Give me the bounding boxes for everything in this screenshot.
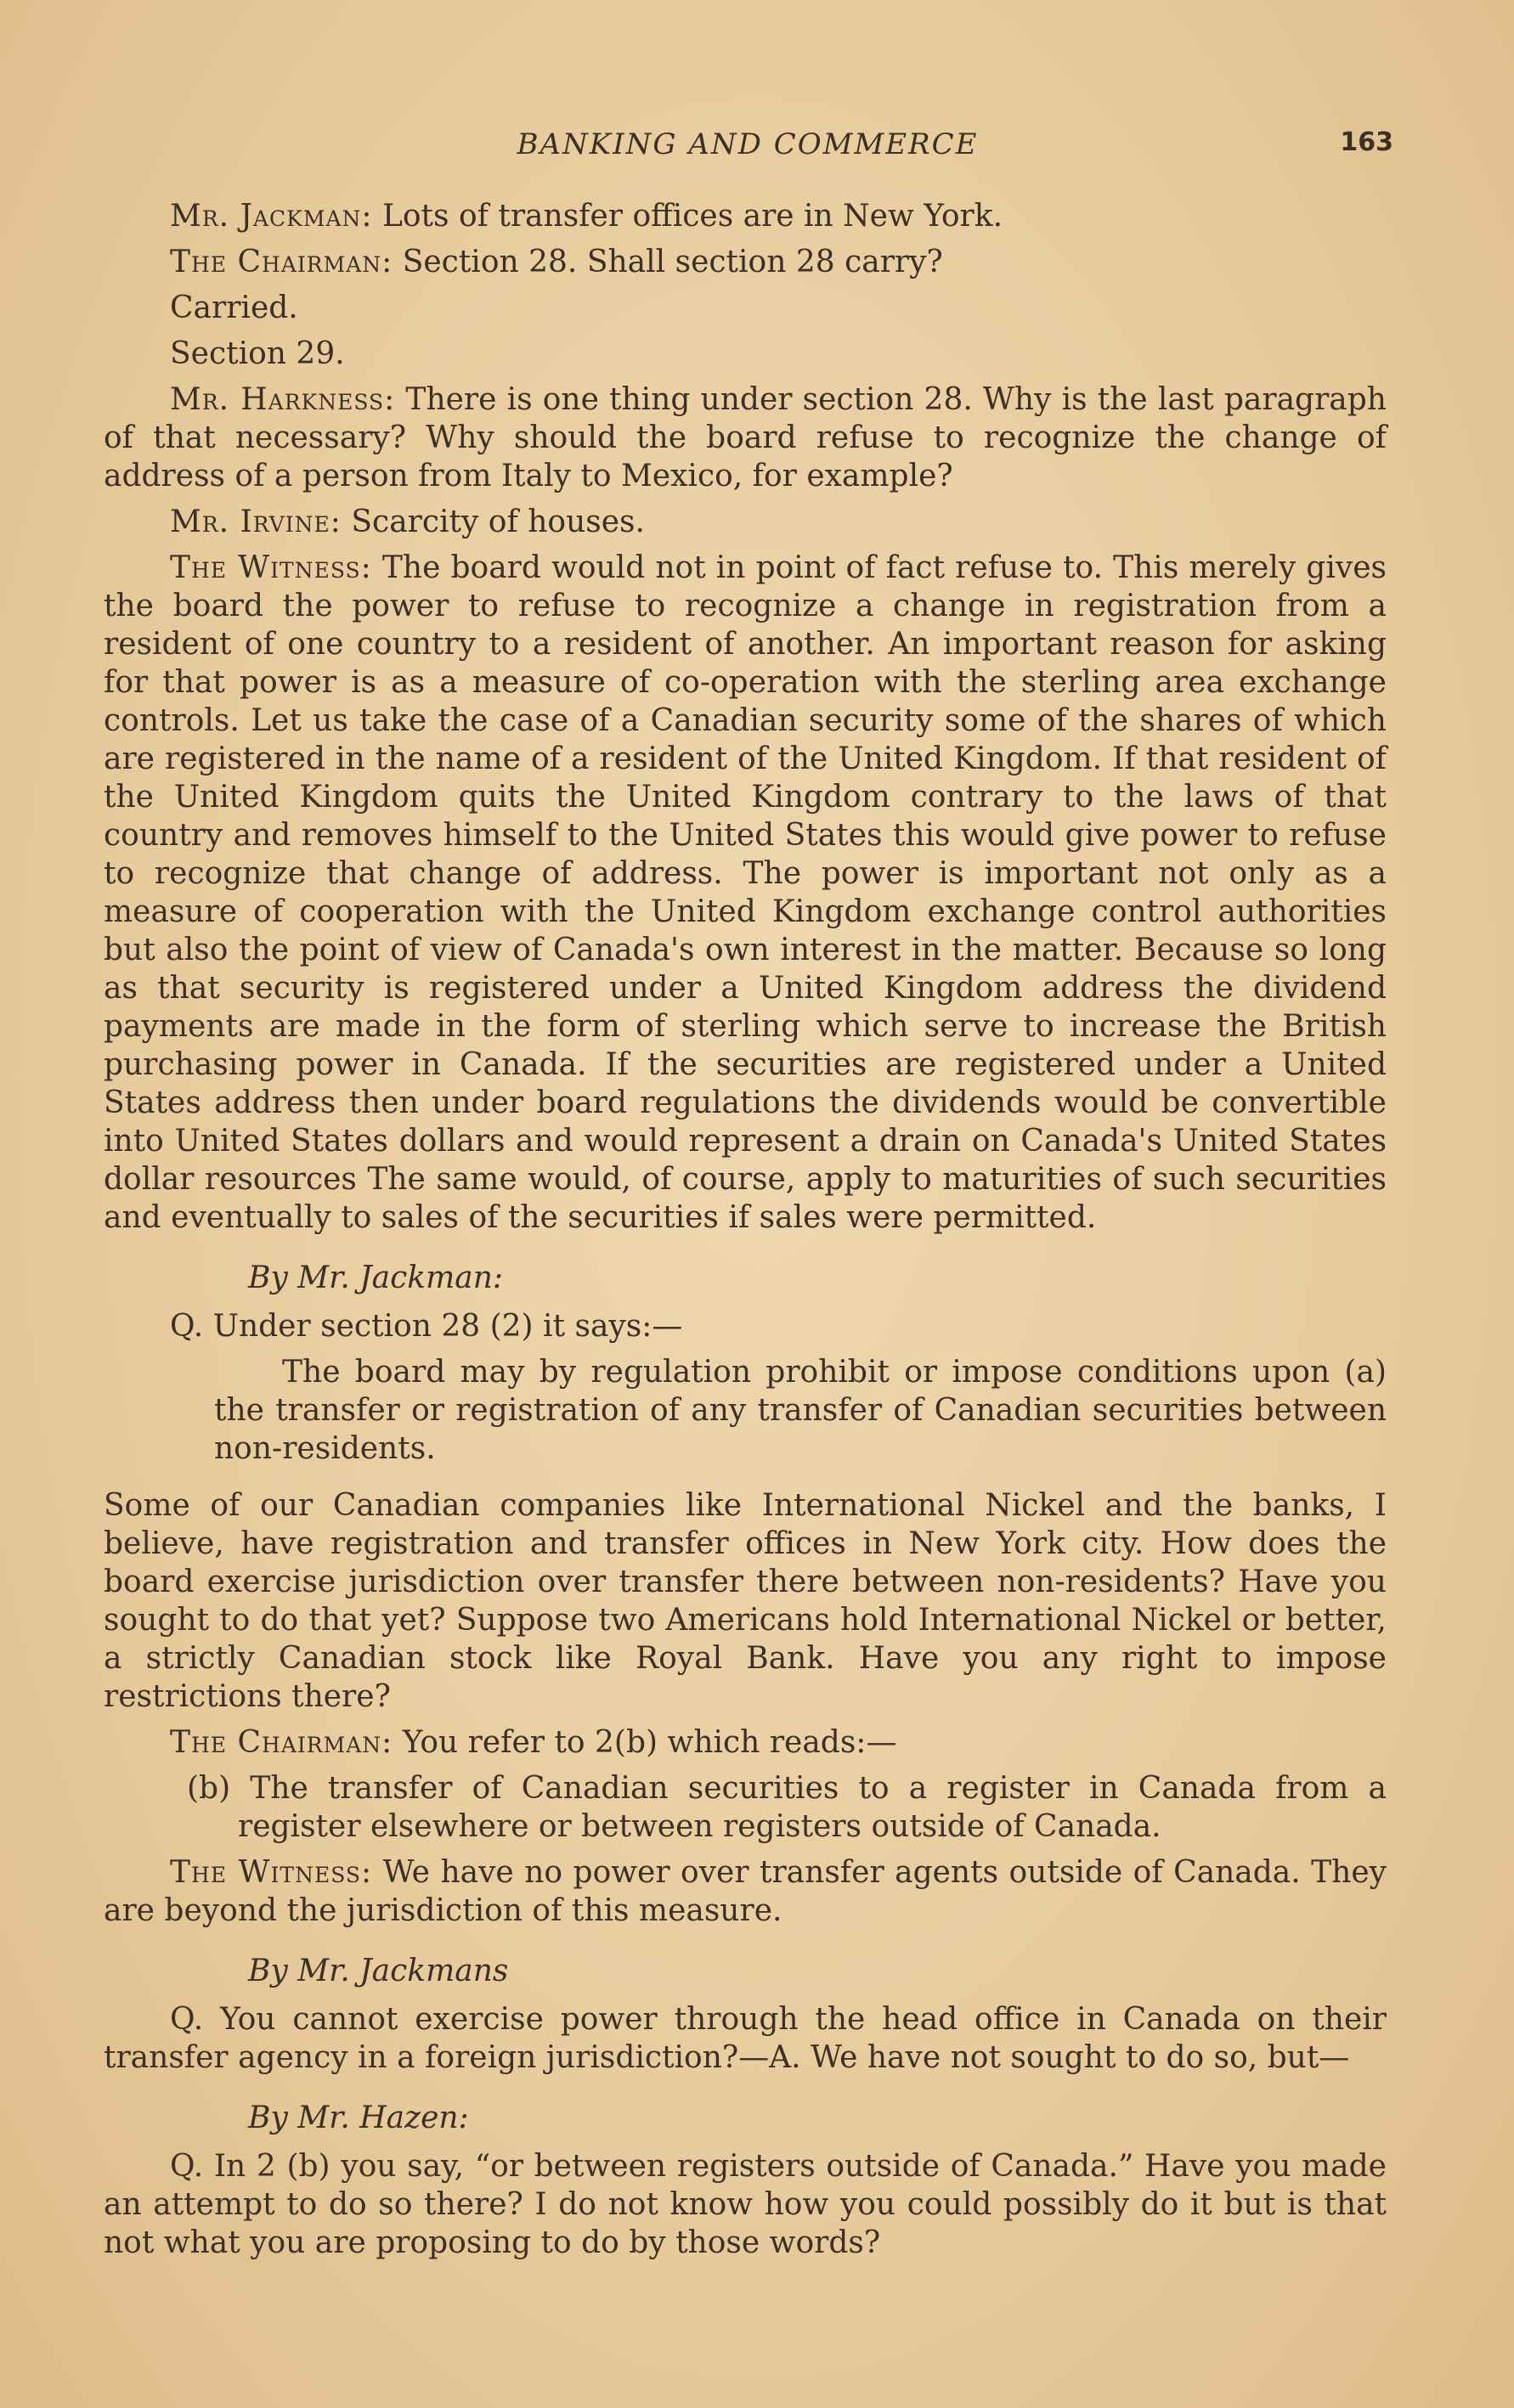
question: Q. In 2 (b) you say, “or between registers outside of Canada.” Have you made an attempt to do so there? I do not know how you could possibly do it but is that not what you are proposing to do by those words? — [104, 2149, 1387, 2260]
paragraph-text: Carried. — [170, 290, 298, 325]
by-line: By Mr. Jackman: — [248, 1260, 504, 1295]
speaker-label: The Chairman: — [170, 1725, 393, 1760]
paragraph-text: There is one thing under section 28. Why is the last paragraph of that necessary? Why should the board refuse to recognize the change of address of a person from Italy to Mexico, for example? — [104, 382, 1387, 493]
paragraph-text: Section 28. Shall section 28 carry? — [393, 245, 943, 279]
by-line: By Mr. Jackmans — [248, 1954, 509, 1988]
speaker-label: The Witness: — [170, 550, 372, 585]
speaker-label: The Witness: — [170, 1855, 373, 1890]
paragraph-text: Scarcity of houses. — [341, 505, 645, 539]
page-number: 163 — [1340, 127, 1393, 157]
speaker-label: Mr. Jackman: — [170, 199, 373, 234]
paragraph — [104, 503, 1387, 541]
paragraph — [104, 289, 1387, 327]
speaker-label: Mr. Harkness: — [170, 382, 396, 417]
paragraph-text: The board would not in point of fact refuse to. This merely gives the board the power to refuse to recognize a change in registration from a resident of one country to a resident of another. An important reason for asking for that power is as a measure of co-operation with the sterling area exchange controls. Let us take the case of a Canadian security some of the shares of which are registered in the name of a resident of the United Kingdom. If that resident of the United Kingdom quits the United Kingdom contrary to the laws of that country and removes himself to the United States this would give power to refuse to recognize that change of address. The power is important not only as a measure of cooperation with the United Kingdom exchange control authorities but also the point of view of Canada's own interest in the matter. Because so long as that security is registered under a United Kingdom address the dividend payments are made in the form of sterling which serve to increase the British purchasing power in Canada. If the securities are registered under a United States address then under board regulations the dividends would be convertible into United States dollars and would represent a drain on Canada's United States dollar resources The same would, of course, apply to maturities of such securities and eventually to sales of the securities if sales were permitted. — [104, 550, 1387, 1235]
paragraph — [104, 381, 1387, 495]
paragraph-text: We have no power over transfer agents outside of Canada. They are beyond the jurisdiction of this measure. — [104, 1855, 1387, 1928]
paragraph-text: Some of our Canadian companies like International Nickel and the banks, I believe, have registration and transfer offices in New York city. How does the board exercise jurisdiction over transfer there between non-residents? Have you sought to do that yet? Suppose two Americans hold International Nickel or better, a strictly Canadian stock like Royal Bank. Have you any right to impose restrictions there? — [104, 1488, 1387, 1714]
quoted-clause: (b) The transfer of Canadian securities to a register in Canada from a register elsewhere or between registers outside of Canada. — [187, 1771, 1387, 1844]
paragraph-text: You refer to 2(b) which reads:— — [393, 1725, 897, 1760]
speaker-label: Mr. Irvine: — [170, 505, 342, 539]
block-quote: The board may by regulation prohibit or impose conditions upon (a) the transfer or registration of any transfer of Canadian securities between non-residents. — [214, 1355, 1387, 1466]
paragraph — [104, 335, 1387, 373]
page-header — [102, 127, 1393, 178]
paragraph-text: Section 29. — [170, 336, 345, 371]
paragraph — [104, 243, 1387, 281]
paragraph — [104, 549, 1387, 1237]
running-head: BANKING AND COMMERCE — [517, 127, 979, 161]
paragraph-text: Lots of transfer offices are in New York. — [372, 199, 1003, 234]
paragraph — [104, 1723, 1387, 1762]
question: Q. Under section 28 (2) it says:— — [170, 1309, 683, 1344]
body-text — [104, 197, 1387, 2270]
by-line: By Mr. Hazen: — [248, 2101, 469, 2135]
speaker-label: The Chairman: — [170, 245, 393, 279]
paragraph — [104, 197, 1387, 235]
question: Q. You cannot exercise power through the head office in Canada on their transfer agency in a foreign jurisdiction?—A. We have not sought to do so, but— — [104, 2002, 1387, 2075]
paragraph — [104, 1853, 1387, 1930]
